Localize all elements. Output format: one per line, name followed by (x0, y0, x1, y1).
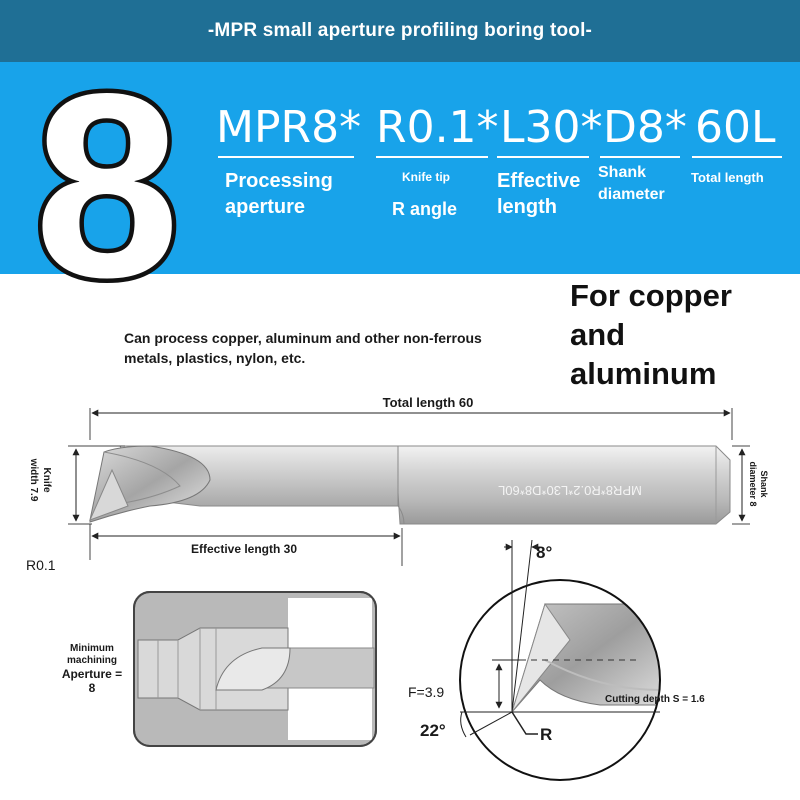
svg-text:diameter 8: diameter 8 (748, 461, 758, 507)
code-part-total: 60L (695, 102, 776, 153)
total-length-label: Total length 60 (382, 395, 474, 410)
page-title: -MPR small aperture profiling boring tool- (207, 20, 593, 41)
code-part-radius: R0.1* (376, 102, 499, 153)
r-label: R (540, 725, 553, 744)
label-effective-length: Effective length (497, 170, 581, 218)
svg-text:Knife: Knife (41, 467, 52, 493)
code-part-length: L30* (500, 102, 603, 153)
shank-engraving: MPR8*R0.2*L30*D8*60L (498, 483, 642, 498)
svg-text:Shank: Shank (759, 470, 769, 498)
aperture-size-digit-text: 8 (34, 58, 180, 298)
min-aperture-label: Minimum machining Aperture = 8 (61, 643, 123, 695)
label-processing-aperture: Processing aperture (225, 170, 333, 218)
label-total-length: Total length (691, 170, 764, 185)
r-tip-label: R0.1 (26, 557, 56, 573)
label-r-angle: R angle (392, 199, 458, 219)
effective-length-label: Effective length 30 (190, 542, 298, 556)
label-shank-diameter: Shank diameter (598, 164, 665, 203)
code-part-aperture: MPR8* (216, 102, 362, 153)
label-knife-tip: Knife tip (402, 170, 450, 184)
materials-headline: For copper and aluminum (570, 278, 732, 391)
materials-description: Can process copper, aluminum and other non-ferrous metals, plastics, nylon, etc. (124, 330, 482, 366)
angle-top-label: 8° (536, 543, 553, 562)
code-part-diameter: D8* (603, 102, 687, 153)
angle-bottom-label: 22° (420, 721, 446, 740)
cutting-depth-label: Cutting depth S = 1.6 (605, 694, 705, 705)
f-value-label: F=3.9 (408, 684, 445, 700)
svg-text:width 7.9: width 7.9 (28, 458, 39, 502)
